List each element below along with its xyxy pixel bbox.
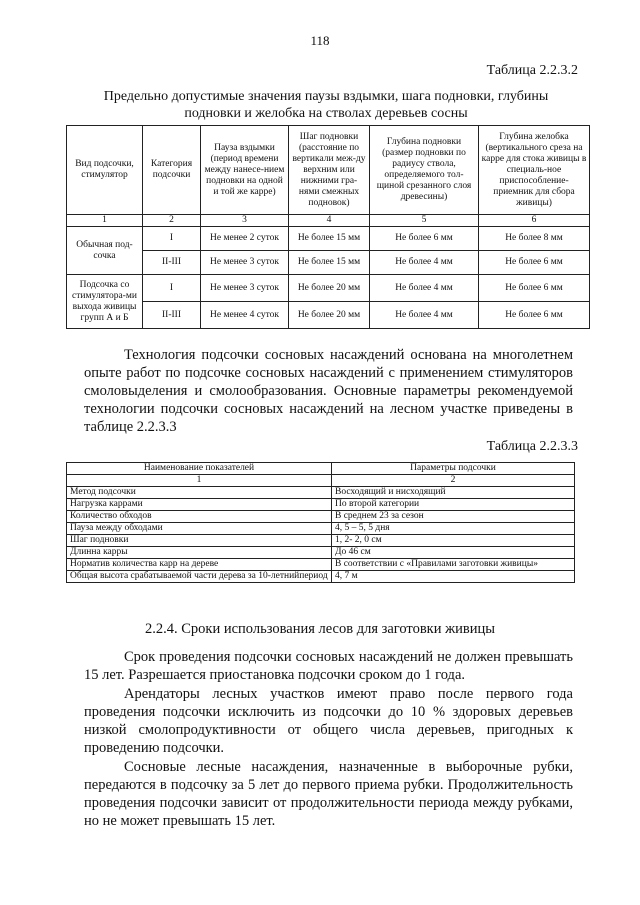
table1-title [66,88,586,122]
table-row [67,535,575,547]
table1-number-cell: 1 [67,215,143,227]
table1-header-cell: Категория подсочки [143,126,201,215]
table-row [67,523,575,535]
table-row [67,251,590,275]
table-cell: Не менее 3 суток [201,251,289,275]
table-cell: Количество обходов [67,511,332,523]
table2-header-cell: Параметры подсочки [332,463,575,475]
table1-title-line1: Предельно допустимые значения паузы вздымки, шага подновки, глубины [103,89,549,104]
table-cell: Не более 6 мм [479,302,590,329]
table1-header-row [67,126,590,215]
table1-header-cell: Глубина желобка (вертикального среза на карре для стока живицы в специаль-ное приспособление-приемник для сбора живицы) [479,126,590,215]
table2-header-cell: Наименование показателей [67,463,332,475]
table1-number-cell: 6 [479,215,590,227]
table-cell: II-III [143,251,201,275]
table-cell: Не более 4 мм [370,302,479,329]
table-cell: Не более 15 мм [289,227,370,251]
page-number: 118 [310,33,330,48]
table-row [67,559,575,571]
table-cell: I [143,227,201,251]
table1-number-cell: 2 [143,215,201,227]
table-cell: Не более 4 мм [370,275,479,302]
table-row [67,547,575,559]
table-cell: Не более 6 мм [370,227,479,251]
table1-number-cell: 4 [289,215,370,227]
table2 [66,462,575,583]
table-row [67,275,590,302]
table-cell: Не более 20 мм [289,275,370,302]
table-cell: Не более 15 мм [289,251,370,275]
section-heading: 2.2.4. Сроки использования лесов для заготовки живицы [145,621,495,637]
table1-number-cell: 3 [201,215,289,227]
table1-number-row [67,215,590,227]
table-cell: 1, 2- 2, 0 см [332,535,575,547]
table1-header-cell: Шаг подновки (расстояние по вертикали меж-ду верхним или нижними гра-нями смежных подновок) [289,126,370,215]
table-cell: Не менее 2 суток [201,227,289,251]
table-cell: II-III [143,302,201,329]
table-cell: Длинна карры [67,547,332,559]
table-cell: Не более 8 мм [479,227,590,251]
table1-group-label: Подсочка со стимуляторa-ми выхода живицы групп А и Б [67,275,143,329]
table1-number-cell: 5 [370,215,479,227]
table1-title-line2: подновки и желобка на стволах деревьев сосны [184,106,468,121]
table-cell: Пауза между обходами [67,523,332,535]
table-row [67,499,575,511]
paragraph-technology: Технология подсочки сосновых насаждений основана на многолетнем опыте работ по подсочке сосновых насаждений с применением стимуляторов смоловыделения и смолообразования. Основные параметры рекомендуемой технологии подсочки сосновых насаждений на лесном участке приведены в таблице 2.2.3.3 [84,347,573,435]
table-cell: Не более 6 мм [479,275,590,302]
table-cell: До 46 см [332,547,575,559]
table-cell: Восходящий и нисходящий [332,487,575,499]
table-cell: 4, 5 – 5, 5 дня [332,523,575,535]
table-row [67,511,575,523]
table-cell: I [143,275,201,302]
table-cell: Не менее 4 суток [201,302,289,329]
table2-number-row [67,475,575,487]
table2-number-cell: 1 [67,475,332,487]
paragraph-term: Срок проведения подсочки сосновых насаждений не должен превышать 15 лет. Разрешается приостановка подсочки сроком до 1 года. [84,649,573,683]
table1-header-cell: Глубина подновки (размер подновки по радиусу ствола, определяемого тол-щиной срезанного слоя древесины) [370,126,479,215]
table-cell: 4, 7 м [332,571,575,583]
table-row [67,302,590,329]
table-cell: Не более 6 мм [479,251,590,275]
table-cell: Общая высота срабатываемой части дерева за 10-летнийпериод [67,571,332,583]
table1-group-label: Обычная под-сочка [67,227,143,275]
table-cell: Не более 4 мм [370,251,479,275]
table-row [67,227,590,251]
table-cell: В соответствии с «Правилами заготовки живицы» [332,559,575,571]
table1-header-cell: Пауза вздымки (период времени между нанесе-нием подновки на одной и той же карре) [201,126,289,215]
paragraph-pine-stands: Сосновые лесные насаждения, назначенные в выборочные рубки, передаются в подсочку за 5 лет до первого приема рубки. Продолжительность проведения подсочки зависит от продолжительности периода между рубками, но не может превышать 15 лет. [84,759,573,829]
table-cell: По второй категории [332,499,575,511]
table-cell: Не менее 3 суток [201,275,289,302]
table1-caption: Таблица 2.2.3.2 [486,63,578,78]
table2-caption: Таблица 2.2.3.3 [486,439,578,454]
table-row [67,487,575,499]
table2-header-row [67,463,575,475]
table-cell: Нагрузка каррами [67,499,332,511]
table-row [67,571,575,583]
table-cell: Не более 20 мм [289,302,370,329]
paragraph-tenants: Арендаторы лесных участков имеют право после первого года проведения подсочки исключить из подсочки до 10 % здоровых деревьев низкой смолопродуктивности от общего числа деревьев, пригодных к проведению подсочки. [84,686,573,756]
table-cell: Норматив количества карр на дереве [67,559,332,571]
table-cell: В среднем 23 за сезон [332,511,575,523]
table-cell: Метод подсочки [67,487,332,499]
table1 [66,125,590,329]
table2-number-cell: 2 [332,475,575,487]
table1-header-cell: Вид подсочки, стимулятор [67,126,143,215]
table-cell: Шаг подновки [67,535,332,547]
